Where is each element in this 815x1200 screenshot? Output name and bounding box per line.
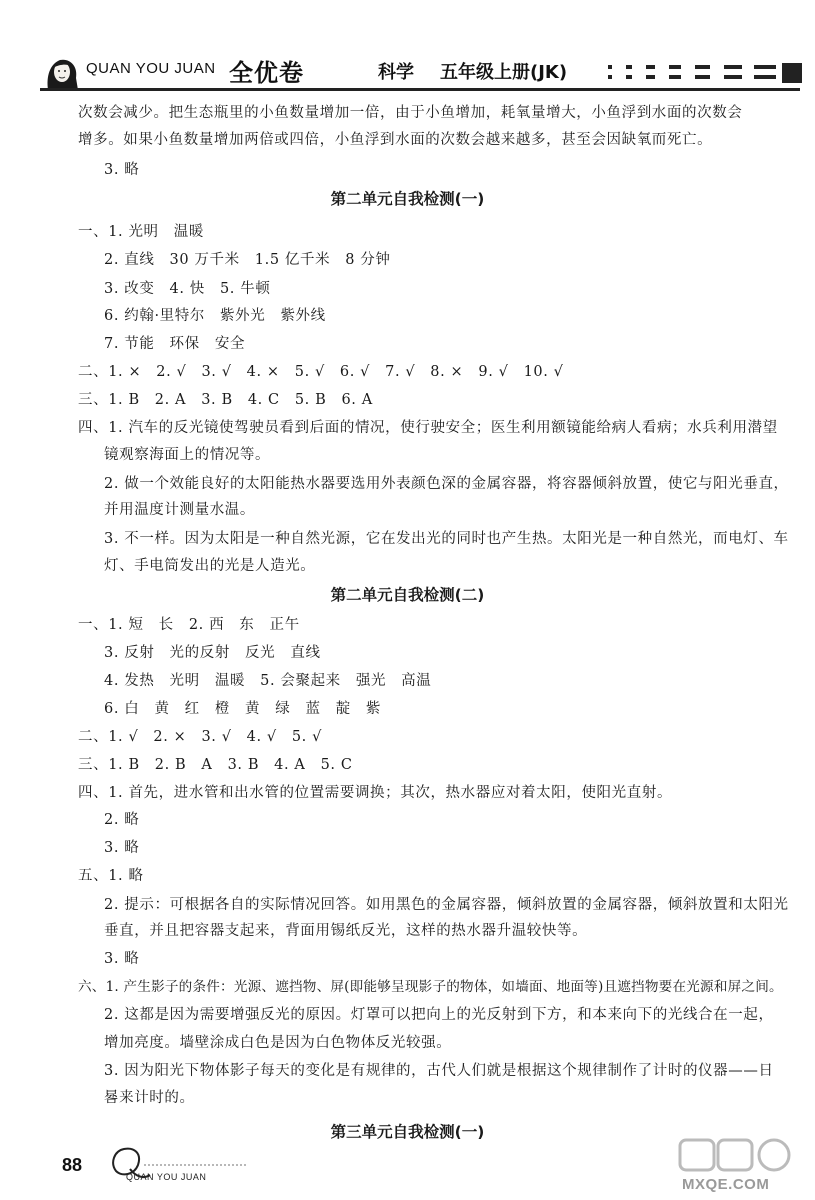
text-line: 2. 做一个效能良好的太阳能热水器要选用外表颜色深的金属容器，将容器倾斜放置，使它与阳光垂直， [104, 476, 789, 492]
text-line: 2. 提示：可根据各自的实际情况回答。如用黑色的金属容器，倾斜放置的金属容器，倾斜放置和太阳光 [104, 897, 789, 913]
text-line: 五、1. 略 [78, 868, 144, 884]
text-line: 2. 直线 30 万千米 1.5 亿千米 8 分钟 [104, 252, 391, 268]
text-line: 3. 略 [104, 162, 140, 178]
text-line: 6. 约翰·里特尔 紫外光 紫外线 [104, 308, 326, 324]
text-line: 一、1. 短 长 2. 西 东 正午 [78, 617, 300, 633]
subject-label: 科学 [378, 62, 414, 83]
text-line: 三、1. B 2. B A 3. B 4. A 5. C [78, 757, 353, 773]
page-header [0, 0, 815, 92]
brand-name-en: QUAN YOU JUAN [86, 60, 216, 77]
text-line: 3. 不一样。因为太阳是一种自然光源，它在发出光的同时也产生热。太阳光是一种自然光，而电灯、车 [104, 531, 789, 547]
text-line: 3. 略 [104, 840, 140, 856]
text-line: 增多。如果小鱼数量增加两倍或四倍，小鱼浮到水面的次数会越来越多，甚至会因缺氧而死亡。 [78, 132, 713, 148]
text-line: 2. 这都是因为需要增强反光的原因。灯罩可以把向上的光反射到下方，和本来向下的光线合在一起， [104, 1007, 774, 1023]
text-line: 3. 略 [104, 951, 140, 967]
text-line: 三、1. B 2. A 3. B 4. C 5. B 6. A [78, 392, 373, 408]
girl-logo-icon [40, 50, 82, 92]
text-line: 并用温度计测量水温。 [104, 502, 255, 518]
text-line: 3. 反射 光的反射 反光 直线 [104, 645, 321, 661]
header-dash-decoration [606, 61, 806, 85]
text-line: 镜观察海面上的情况等。 [104, 447, 271, 463]
text-line: 次数会减少。把生态瓶里的小鱼数量增加一倍，由于小鱼增加，耗氧量增大，小鱼浮到水面的次数会 [78, 105, 743, 121]
text-line: 增加亮度。墙壁涂成白色是因为白色物体反光较强。 [104, 1035, 452, 1051]
section-title: 第三单元自我检测(一) [330, 1123, 485, 1141]
text-line: 2. 略 [104, 812, 140, 828]
text-line: 晷来计时的。 [104, 1090, 195, 1106]
section-title: 第二单元自我检测(一) [330, 190, 485, 208]
header-rule [40, 88, 800, 91]
page-number: 88 [62, 1155, 83, 1175]
text-line: 六、1. 产生影子的条件：光源、遮挡物、屏(即能够呈现影子的物体，如墙面、地面等)且遮挡物要在光源和屏之间。 [78, 979, 783, 995]
text-line: 3. 因为阳光下物体影子每天的变化是有规律的，古代人们就是根据这个规律制作了计时的仪器——日 [104, 1063, 774, 1079]
text-line: 灯、手电筒发出的光是人造光。 [104, 558, 316, 574]
footer-brand: QUAN YOU JUAN [126, 1172, 207, 1182]
grade-label: 五年级上册(JK) [440, 62, 568, 83]
text-line: 6. 白 黄 红 橙 黄 绿 蓝 靛 紫 [104, 701, 381, 717]
text-line: 垂直，并且把容器支起来，背面用锡纸反光，这样的热水器升温较快等。 [104, 923, 588, 939]
text-line: 7. 节能 环保 安全 [104, 336, 246, 352]
text-line: 四、1. 首先，进水管和出水管的位置需要调换；其次，热水器应对着太阳，使阳光直射。 [78, 785, 673, 801]
text-line: 3. 改变 4. 快 5. 牛顿 [104, 281, 271, 297]
text-line: 二、1. √ 2. × 3. √ 4. √ 5. √ [78, 729, 322, 745]
brand-name-cn: 全优卷 [229, 59, 304, 87]
text-line: 一、1. 光明 温暖 [78, 224, 204, 240]
section-title: 第二单元自我检测(二) [330, 586, 485, 604]
watermark-text: MXQE.COM [682, 1176, 770, 1193]
text-line: 二、1. × 2. √ 3. √ 4. × 5. √ 6. √ 7. √ 8. × 9. √ 10. √ [78, 364, 564, 380]
text-line: 4. 发热 光明 温暖 5. 会聚起来 强光 高温 [104, 673, 432, 689]
text-line: 四、1. 汽车的反光镜使驾驶员看到后面的情况，使行驶安全；医生利用额镜能给病人看病；水兵利用潜望 [78, 420, 778, 436]
